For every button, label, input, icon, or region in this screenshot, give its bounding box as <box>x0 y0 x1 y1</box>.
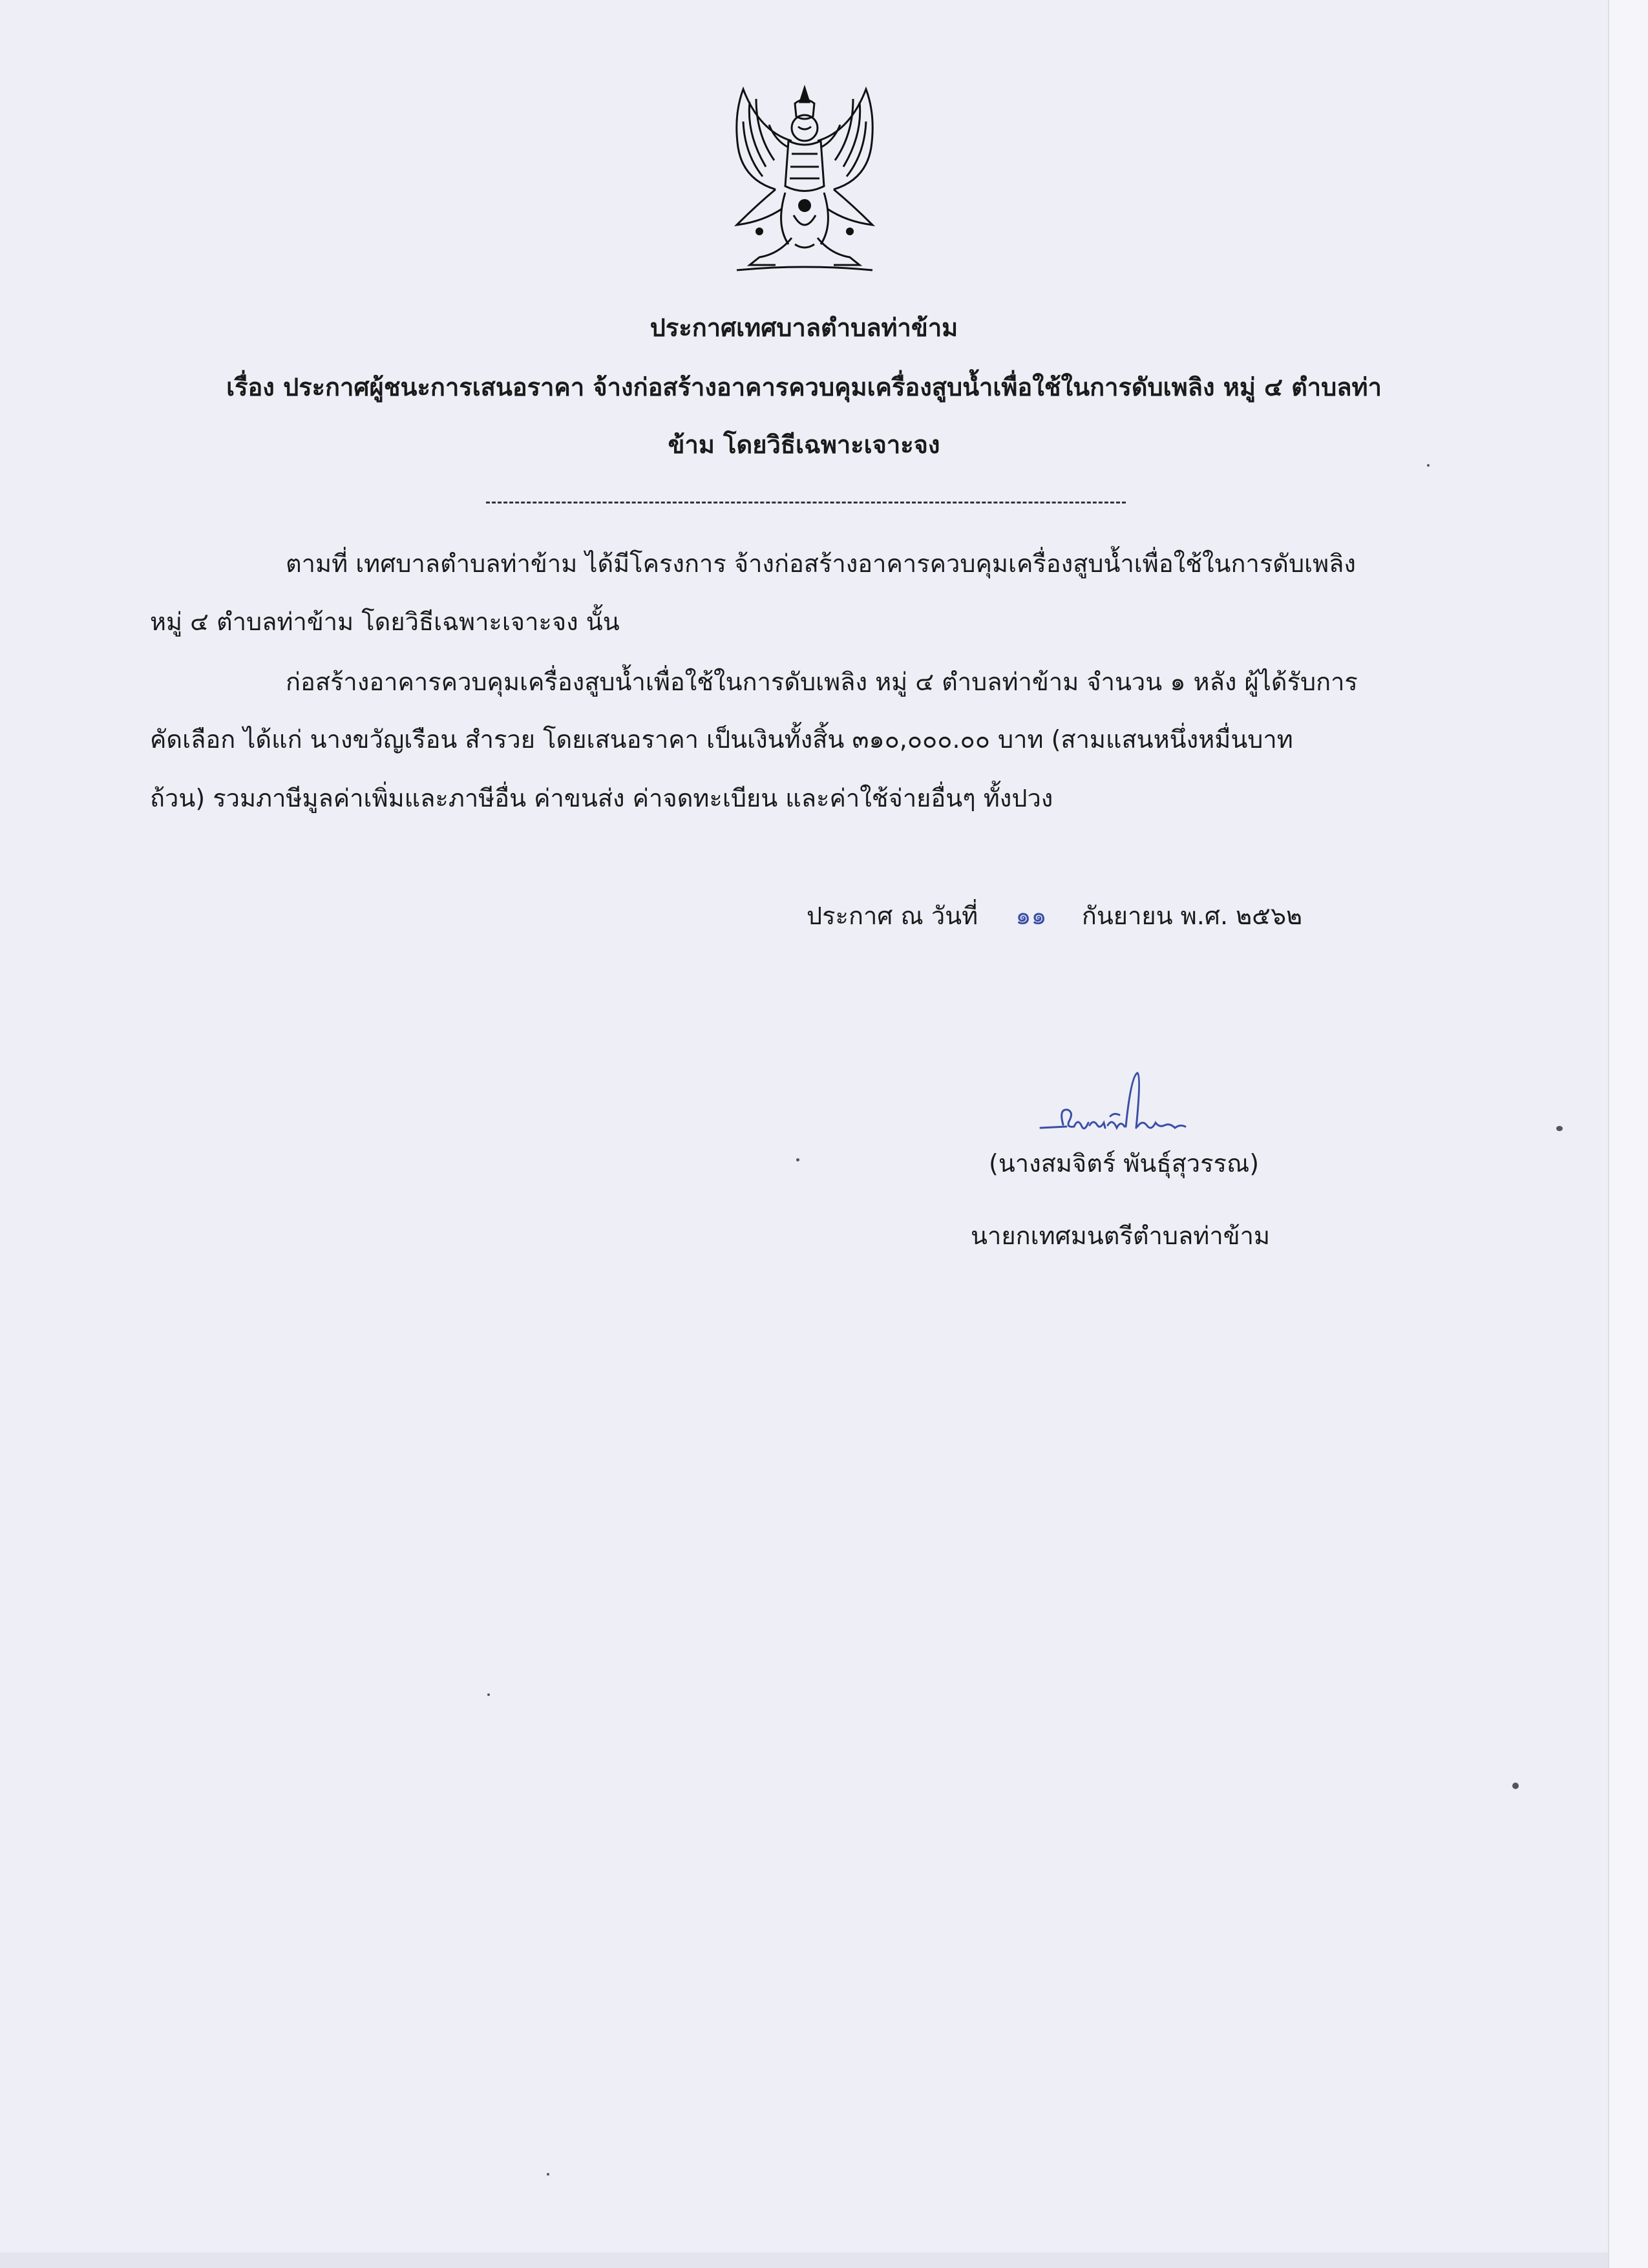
garuda-emblem-icon <box>698 76 911 290</box>
announcement-date <box>807 902 1302 931</box>
scan-edge-strip <box>1608 0 1648 2268</box>
scan-speck <box>487 1693 490 1696</box>
scan-speck <box>547 2173 549 2176</box>
date-month-year: กันยายน พ.ศ. ๒๕๖๒ <box>1081 902 1303 930</box>
subject-line-2: ข้าม โดยวิธีเฉพาะเจาะจง <box>668 430 940 459</box>
subject-line-1: เรื่อง ประกาศผู้ชนะการเสนอราคา จ้างก่อสร้างอาคารควบคุมเครื่องสูบน้ำเพื่อใช้ในการดับเพลิง หมู่ ๔ ตำบลท่า <box>226 373 1382 401</box>
scan-bottom-edge <box>0 2252 1608 2268</box>
scan-speck <box>1512 1783 1519 1789</box>
signatory-name: (นางสมจิตร์ พันธุ์สุวรรณ) <box>989 1149 1260 1178</box>
scan-speck <box>796 1158 799 1161</box>
date-day: ๑๑ <box>1015 902 1047 930</box>
header-divider <box>486 502 1126 503</box>
handwritten-signature <box>1028 1063 1221 1154</box>
document-title: ประกาศเทศบาลตำบลท่าข้าม <box>650 313 958 342</box>
paragraph-2-line-1: ก่อสร้างอาคารควบคุมเครื่องสูบน้ำเพื่อใช้ในการดับเพลิง หมู่ ๔ ตำบลท่าข้าม จำนวน ๑ หลัง ผู้ได้รับการ <box>286 668 1358 696</box>
paragraph-1-line-2: หมู่ ๔ ตำบลท่าข้าม โดยวิธีเฉพาะเจาะจง นั้น <box>150 608 620 636</box>
scan-speck <box>1427 464 1430 467</box>
paragraph-1-line-1: ตามที่ เทศบาลตำบลท่าข้าม ได้มีโครงการ จ้างก่อสร้างอาคารควบคุมเครื่องสูบน้ำเพื่อใช้ในการดับเพลิง <box>286 549 1356 578</box>
paragraph-2-line-2: คัดเลือก ได้แก่ นางขวัญเรือน สำรวย โดยเสนอราคา เป็นเงินทั้งสิ้น ๓๑๐,๐๐๐.๐๐ บาท (สามแสนหนึ่งหมื่นบาท <box>150 725 1293 754</box>
paragraph-2-line-3: ถ้วน) รวมภาษีมูลค่าเพิ่มและภาษีอื่น ค่าขนส่ง ค่าจดทะเบียน และค่าใช้จ่ายอื่นๆ ทั้งปวง <box>150 784 1053 812</box>
scan-speck <box>1556 1126 1563 1131</box>
date-prefix: ประกาศ ณ วันที่ <box>807 902 978 930</box>
signatory-position: นายกเทศมนตรีตำบลท่าข้าม <box>971 1222 1271 1250</box>
